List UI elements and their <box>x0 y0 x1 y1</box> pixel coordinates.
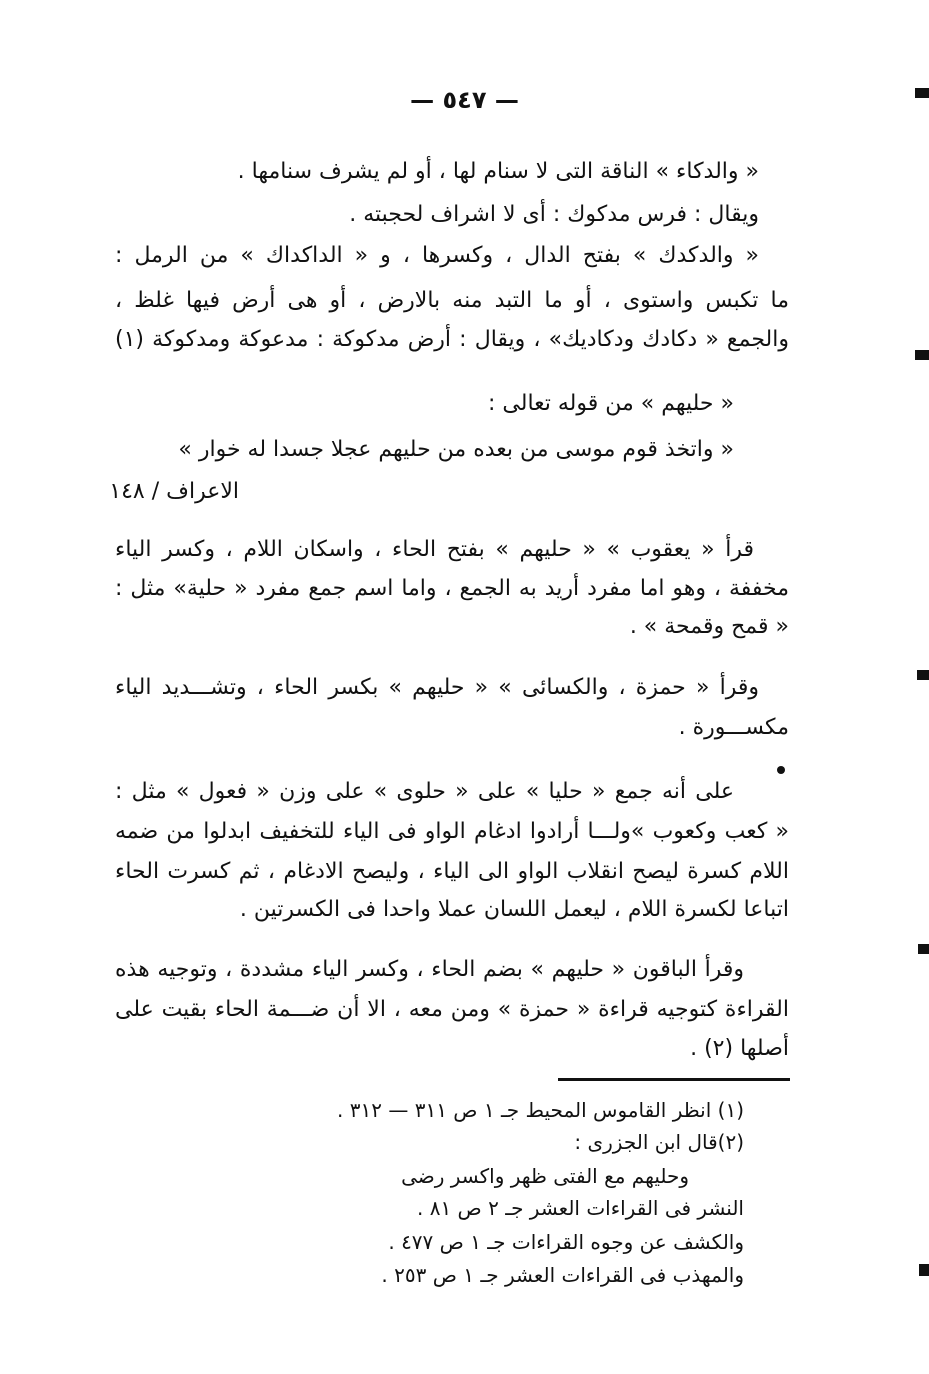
edge-mark <box>918 944 929 954</box>
edge-mark <box>917 670 929 680</box>
text-line: والجمع « دكادك ودكاديك» ، ويقال : أرض مدكوكة : مدعوكة ومدكوكة (١) <box>115 327 789 352</box>
text-line: ما تكبس واستوى ، أو ما التبد منه بالارض ، أو هى أرض فيها غلظ ، <box>115 288 789 313</box>
footnote-line: النشر فى القراءات العشر جـ ٢ ص ٨١ . <box>417 1196 744 1220</box>
text-line: على أنه جمع « حليا » على « حلوى » على وزن « فعول » مثل : <box>115 779 734 804</box>
verse-reference: الاعراف / ١٤٨ <box>109 479 239 504</box>
footnote-line: والمهذب فى القراءات العشر جـ ١ ص ٢٥٣ . <box>381 1263 744 1287</box>
text-line: « والدكاء » الناقة التى لا سنام لها ، أو لم يشرف سنامها . <box>237 159 759 184</box>
text-line: « والدكدك » بفتح الدال ، وكسرها ، و « الداكداك » من الرمل : <box>115 243 759 268</box>
text-line: مكســـورة . <box>678 715 789 740</box>
footnote-line: والكشف عن وجوه القراءات جـ ١ ص ٤٧٧ . <box>388 1230 744 1254</box>
text-line: القراءة كتوجيه قراءة « حمزة » ومن معه ، الا أن ضـــمة الحاء بقيت على <box>115 997 789 1022</box>
text-line: « حليهم » من قوله تعالى : <box>488 391 734 416</box>
quran-verse: « واتخذ قوم موسى من بعده من حليهم عجلا جسدا له خوار » <box>178 437 734 462</box>
text-line: مخففة ، وهو اما مفرد أريد به الجمع ، واما اسم جمع مفرد « حلية» مثل : <box>115 576 789 601</box>
footnote-line: وحليهم مع الفتى ظهر واكسر رضى <box>401 1164 689 1188</box>
text-line: قرأ « يعقوب » « حليهم » بفتح الحاء ، واسكان اللام ، وكسر الياء <box>115 537 754 562</box>
text-line: أصلها (٢) . <box>690 1036 789 1061</box>
text-line: « قمح وقمحة » . <box>629 614 789 639</box>
footnote-separator <box>558 1078 790 1081</box>
page-number: — ٥٤٧ — <box>410 86 519 114</box>
edge-mark <box>915 88 929 98</box>
text-line: وقرأ « حمزة ، والكسائى » « حليهم » بكسر الحاء ، وتشـــديد الياء <box>115 675 759 700</box>
edge-mark <box>915 350 929 360</box>
text-line: « كعب وكعوب »ولـــا أرادوا ادغام الواو فى الياء للتخفيف ابدلوا من ضمه <box>115 819 789 844</box>
text-line: ويقال : فرس مدكوك : أى لا اشراف لحجبته . <box>349 202 759 227</box>
ink-dot <box>777 766 785 774</box>
footnote-line: (١) انظر القاموس المحيط جـ ١ ص ٣١١ — ٣١٢ . <box>337 1098 744 1122</box>
text-line: اللام كسرة ليصح انقلاب الواو الى الياء ، وليصح الادغام ، ثم كسرت الحاء <box>115 859 789 884</box>
text-line: اتباعا لكسرة اللام ، ليعمل اللسان عملا واحدا فى الكسرتين . <box>239 897 789 922</box>
edge-mark <box>919 1264 929 1276</box>
text-line: وقرأ الباقون « حليهم » بضم الحاء ، وكسر الياء مشددة ، وتوجيه هذه <box>115 957 744 982</box>
footnote-line: (٢)قال ابن الجزرى : <box>574 1130 744 1154</box>
